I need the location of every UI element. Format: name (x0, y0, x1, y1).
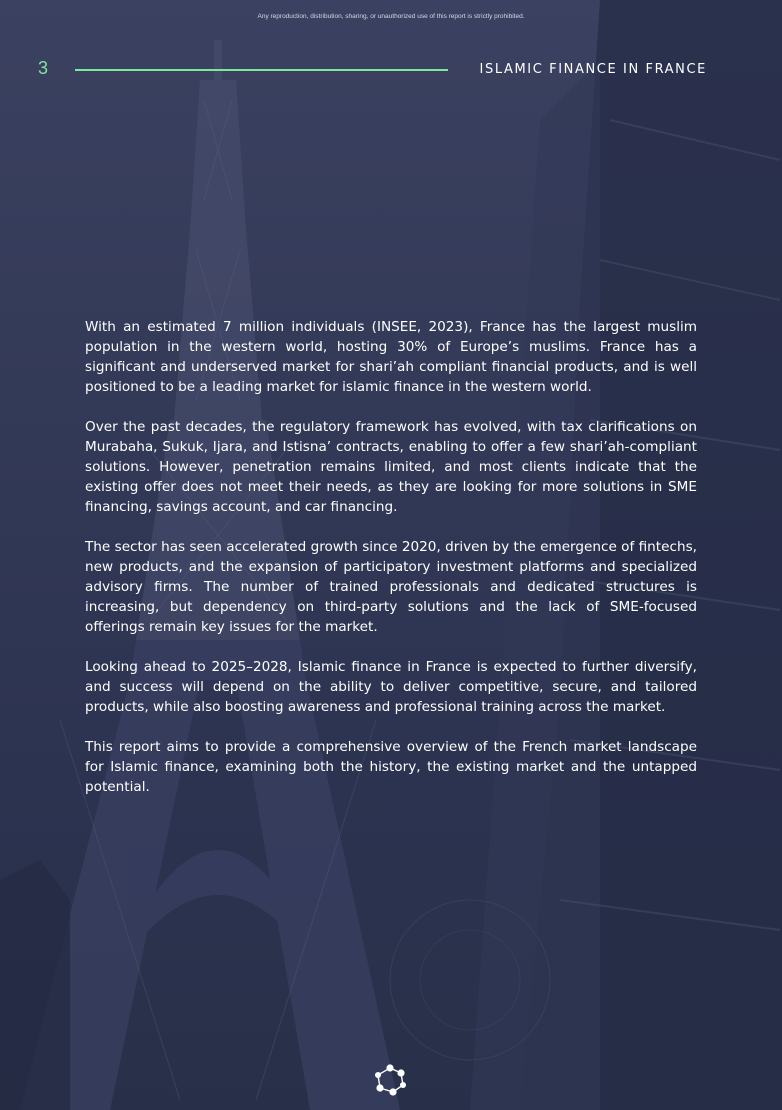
paragraph-5: This report aims to provide a comprehensive overview of the French market landscape for Islamic finance, examining both the history, the existing market and the untapped potential. (85, 739, 697, 795)
paragraph-4: Looking ahead to 2025–2028, Islamic finance in France is expected to further diversify, and success will depend on the ability to deliver competitive, secure, and tailored products, while also boosting awareness and professional training across the market. (85, 659, 697, 715)
section-title: ISLAMIC FINANCE IN FRANCE (479, 62, 707, 77)
header-divider (75, 69, 448, 71)
ring-of-dots-logo-icon (372, 1063, 408, 1097)
paragraph-1: With an estimated 7 million individuals (INSEE, 2023), France has the largest muslim population in the western world, hosting 30% of Europe’s muslims. France has a significant and underserved market for shari’ah compliant financial products, and is well positioned to be a leading market for islamic finance in the western world. (85, 319, 697, 395)
body-text (85, 317, 697, 817)
paragraph-3: The sector has seen accelerated growth since 2020, driven by the emergence of fintechs, new products, and the expansion of participatory investment platforms and specialized advisory firms. The number of trained professionals and dedicated structures is increasing, but dependency on third-party solutions and the lack of SME-focused offerings remain key issues for the market. (85, 539, 697, 635)
paragraph-2: Over the past decades, the regulatory framework has evolved, with tax clarifications on Murabaha, Sukuk, Ijara, and Istisna’ contracts, enabling to offer a few shari’ah-compliant solutions. However, penetration remains limited, and most clients indicate that the existing offer does not meet their needs, as they are looking for more solutions in SME financing, savings account, and car financing. (85, 419, 697, 515)
copyright-notice: Any reproduction, distribution, sharing, or unauthorized use of this report is strictly prohibited. (257, 13, 525, 20)
page-number: 3 (38, 58, 49, 78)
